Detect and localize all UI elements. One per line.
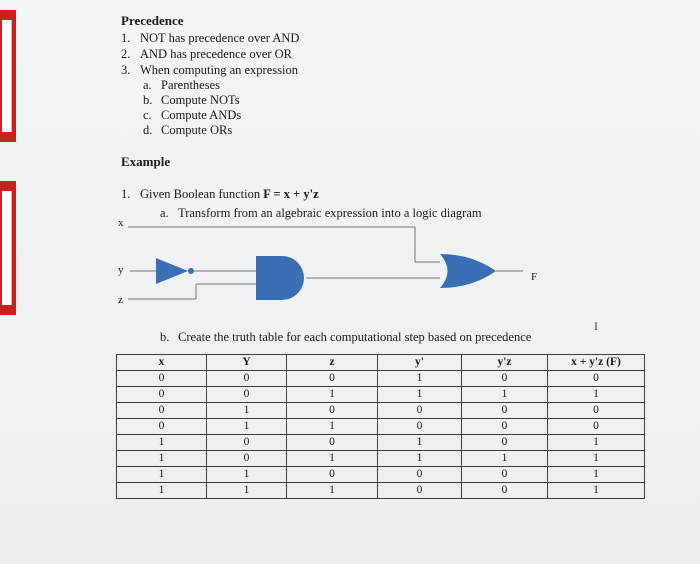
table-cell: 1 (378, 451, 462, 467)
not-gate (156, 258, 188, 284)
table-cell: 1 (117, 435, 207, 451)
table-cell: 1 (207, 403, 287, 419)
rule-number: 1. (121, 31, 131, 45)
step-label: b. (143, 93, 153, 107)
table-row (117, 451, 645, 467)
column-header: x (117, 355, 207, 371)
step-label: a. (143, 78, 152, 92)
sub-text: Create the truth table for each computational step based on precedence (178, 330, 532, 344)
example-text: Given Boolean function (140, 187, 264, 201)
left-edge-tab (0, 10, 16, 142)
example-item (121, 187, 319, 202)
table-cell: 1 (378, 387, 462, 403)
table-cell: 0 (207, 451, 287, 467)
rule-item (121, 63, 298, 78)
table-cell: 0 (117, 387, 207, 403)
table-cell: 0 (117, 371, 207, 387)
step-label: d. (143, 123, 153, 137)
table-row (117, 483, 645, 499)
table-cell: 0 (462, 483, 548, 499)
table-row (117, 403, 645, 419)
table-cell: 0 (548, 419, 645, 435)
step-label: c. (143, 108, 152, 122)
step-text: Compute ANDs (161, 108, 242, 122)
step-item (143, 108, 241, 123)
sub-label: a. (160, 206, 169, 220)
or-gate (440, 254, 496, 288)
step-item (143, 78, 220, 93)
table-cell: 0 (378, 467, 462, 483)
input-label-y: y (118, 264, 124, 276)
input-label-z: z (118, 294, 123, 306)
table-cell: 0 (548, 371, 645, 387)
example-heading: Example (121, 154, 171, 169)
column-header: y'z (462, 355, 548, 371)
text-cursor-icon: I (594, 319, 598, 333)
table-cell: 0 (117, 419, 207, 435)
table-cell: 1 (207, 483, 287, 499)
step-text: Compute ORs (161, 123, 233, 137)
table-cell: 0 (378, 483, 462, 499)
table-cell: 1 (378, 435, 462, 451)
table-cell: 1 (378, 371, 462, 387)
table-header-row (117, 355, 645, 371)
table-cell: 1 (207, 419, 287, 435)
table-row (117, 419, 645, 435)
step-item (143, 93, 240, 108)
input-label-x: x (118, 217, 124, 229)
column-header: x + y'z (F) (548, 355, 645, 371)
example-sub-item (160, 330, 531, 345)
table-cell: 0 (462, 435, 548, 451)
table-row (117, 435, 645, 451)
column-header: z (287, 355, 378, 371)
table-cell: 0 (287, 371, 378, 387)
column-header: Y (207, 355, 287, 371)
table-cell: 1 (548, 483, 645, 499)
and-gate (256, 256, 304, 300)
table-cell: 1 (462, 387, 548, 403)
truth-table-body (117, 371, 645, 499)
rule-item (121, 47, 292, 62)
table-cell: 0 (462, 467, 548, 483)
table-cell: 1 (548, 451, 645, 467)
table-cell: 0 (117, 403, 207, 419)
table-cell: 1 (207, 467, 287, 483)
rule-text: AND has precedence over OR (140, 47, 293, 61)
table-row (117, 467, 645, 483)
column-header: y' (378, 355, 462, 371)
table-cell: 0 (287, 435, 378, 451)
not-gate-bubble (188, 268, 194, 274)
boolean-function: F = x + y'z (263, 187, 319, 201)
table-row (117, 387, 645, 403)
table-cell: 1 (117, 483, 207, 499)
rule-text: When computing an expression (140, 63, 298, 77)
table-cell: 0 (462, 371, 548, 387)
table-cell: 0 (462, 419, 548, 435)
sub-text: Transform from an algebraic expression into a logic diagram (178, 206, 482, 220)
table-cell: 0 (207, 435, 287, 451)
table-cell: 0 (378, 403, 462, 419)
example-number: 1. (121, 187, 131, 201)
table-cell: 0 (378, 419, 462, 435)
step-text: Compute NOTs (161, 93, 240, 107)
table-cell: 0 (548, 403, 645, 419)
table-cell: 1 (287, 419, 378, 435)
step-item (143, 123, 232, 138)
output-label-f: F (531, 271, 538, 283)
table-cell: 0 (287, 467, 378, 483)
table-cell: 1 (287, 451, 378, 467)
table-cell: 1 (117, 467, 207, 483)
rule-number: 2. (121, 47, 131, 61)
table-cell: 1 (287, 387, 378, 403)
rule-number: 3. (121, 63, 131, 77)
diagram-canvas (110, 214, 570, 314)
table-cell: 0 (207, 371, 287, 387)
table-cell: 0 (207, 387, 287, 403)
table-cell: 1 (117, 451, 207, 467)
truth-table (116, 354, 645, 499)
logic-diagram (110, 214, 570, 314)
table-cell: 1 (462, 451, 548, 467)
left-edge-tab (0, 181, 16, 315)
rule-item (121, 31, 299, 46)
step-text: Parentheses (161, 78, 221, 92)
table-cell: 0 (462, 403, 548, 419)
rule-text: NOT has precedence over AND (140, 31, 300, 45)
table-row (117, 371, 645, 387)
table-cell: 0 (287, 403, 378, 419)
table-cell: 1 (548, 387, 645, 403)
precedence-heading: Precedence (121, 13, 184, 28)
sub-label: b. (160, 330, 170, 344)
table-cell: 1 (548, 467, 645, 483)
table-cell: 1 (287, 483, 378, 499)
table-cell: 1 (548, 435, 645, 451)
